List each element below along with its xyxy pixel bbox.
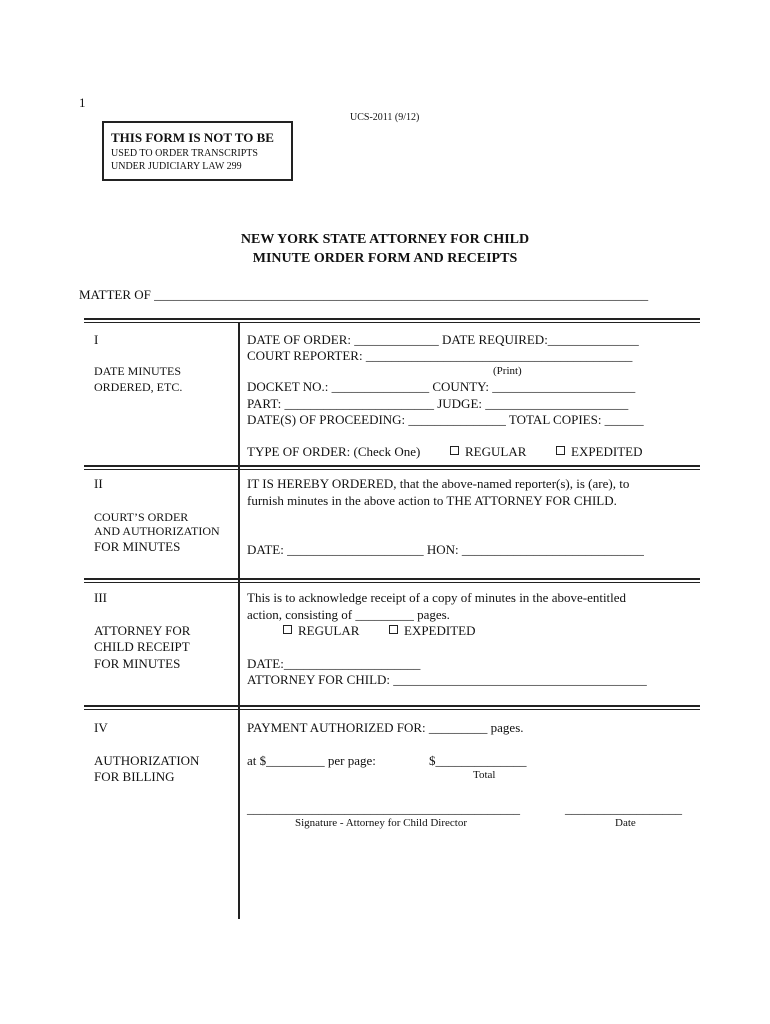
part-judge-field[interactable]: PART: _______________________ JUDGE: ______________________ <box>247 396 629 411</box>
per-page-rate-field[interactable]: at $_________ per page: <box>247 753 376 768</box>
receipt-date-field[interactable]: DATE:_____________________ <box>247 656 421 671</box>
signature-label: Signature - Attorney for Child Director <box>295 817 467 829</box>
section-iii-label-2: CHILD RECEIPT <box>94 639 190 654</box>
receipt-regular-label: REGULAR <box>298 623 360 638</box>
receipt-expedited-checkbox[interactable] <box>389 625 398 634</box>
expedited-option[interactable] <box>556 444 643 460</box>
section-divider-1-inner <box>84 469 700 470</box>
table-top-rule-inner <box>84 322 700 323</box>
signature-date-label: Date <box>615 817 636 829</box>
section-iv-number: IV <box>94 720 108 735</box>
expedited-checkbox[interactable] <box>556 446 565 455</box>
section-divider-2-inner <box>84 582 700 583</box>
table-column-divider <box>238 322 240 919</box>
section-i-number: I <box>94 332 99 347</box>
section-ii-label-1: COURT’S ORDER <box>94 510 189 524</box>
court-order-text-1: IT IS HEREBY ORDERED, that the above-named reporter(s), is (are), to <box>247 476 630 491</box>
section-iv-label-1: AUTHORIZATION <box>94 753 200 768</box>
section-divider-2 <box>84 578 700 580</box>
print-hint: (Print) <box>493 365 522 377</box>
regular-option[interactable] <box>450 444 526 460</box>
dates-proceeding-field[interactable]: DATE(S) OF PROCEEDING: _______________ TOTAL COPIES: ______ <box>247 412 644 427</box>
section-i-label-2: ORDERED, ETC. <box>94 380 183 394</box>
acknowledge-text-1: This is to acknowledge receipt of a copy of minutes in the above-entitled <box>247 590 627 605</box>
receipt-expedited-option[interactable] <box>389 623 476 639</box>
notice-line-1: THIS FORM IS NOT TO BE <box>111 130 274 145</box>
form-title-line-2: MINUTE ORDER FORM AND RECEIPTS <box>252 251 518 266</box>
form-code: UCS-2011 (9/12) <box>350 112 420 123</box>
section-ii-label-2: AND AUTHORIZATION <box>94 524 220 538</box>
expedited-label: EXPEDITED <box>571 444 643 459</box>
attorney-for-child-field[interactable]: ATTORNEY FOR CHILD: _______________________________________ <box>247 672 647 687</box>
signature-date-line[interactable]: __________________ <box>565 801 682 816</box>
notice-line-2: USED TO ORDER TRANSCRIPTS <box>111 148 258 159</box>
matter-of-field[interactable]: MATTER OF ____________________________________________________________________________ <box>79 287 649 302</box>
section-ii-label-3: FOR MINUTES <box>94 539 181 554</box>
receipt-regular-option[interactable] <box>283 623 359 639</box>
receipt-regular-checkbox[interactable] <box>283 625 292 634</box>
section-iii-number: III <box>94 590 107 605</box>
date-of-order-field[interactable]: DATE OF ORDER: _____________ DATE REQUIRED:______________ <box>247 332 639 347</box>
section-ii-number: II <box>94 476 103 491</box>
docket-county-field[interactable]: DOCKET NO.: _______________ COUNTY: ______________________ <box>247 379 636 394</box>
total-label: Total <box>473 769 496 781</box>
court-reporter-field[interactable]: COURT REPORTER: _________________________________________ <box>247 348 633 363</box>
type-of-order-label: TYPE OF ORDER: (Check One) <box>247 444 421 459</box>
table-top-rule <box>84 318 700 320</box>
court-order-text-2: furnish minutes in the above action to THE ATTORNEY FOR CHILD. <box>247 493 617 508</box>
acknowledge-pages-field[interactable]: action, consisting of _________ pages. <box>247 607 450 622</box>
page-number: 1 <box>79 95 86 110</box>
receipt-expedited-label: EXPEDITED <box>404 623 476 638</box>
section-iii-label-1: ATTORNEY FOR <box>94 623 191 638</box>
section-iv-label-2: FOR BILLING <box>94 769 175 784</box>
section-i-label-1: DATE MINUTES <box>94 364 181 378</box>
section-iii-label-3: FOR MINUTES <box>94 656 181 671</box>
signature-line[interactable]: __________________________________________ <box>247 801 520 816</box>
date-hon-field[interactable]: DATE: _____________________ HON: ____________________________ <box>247 542 644 557</box>
notice-line-3: UNDER JUDICIARY LAW 299 <box>111 161 242 172</box>
section-divider-1 <box>84 465 700 467</box>
regular-label: REGULAR <box>465 444 527 459</box>
section-divider-3-inner <box>84 709 700 710</box>
form-title-line-1: NEW YORK STATE ATTORNEY FOR CHILD <box>240 232 530 247</box>
regular-checkbox[interactable] <box>450 446 459 455</box>
section-divider-3 <box>84 705 700 707</box>
payment-authorized-field[interactable]: PAYMENT AUTHORIZED FOR: _________ pages. <box>247 720 524 735</box>
total-amount-field[interactable]: $______________ <box>429 753 527 768</box>
